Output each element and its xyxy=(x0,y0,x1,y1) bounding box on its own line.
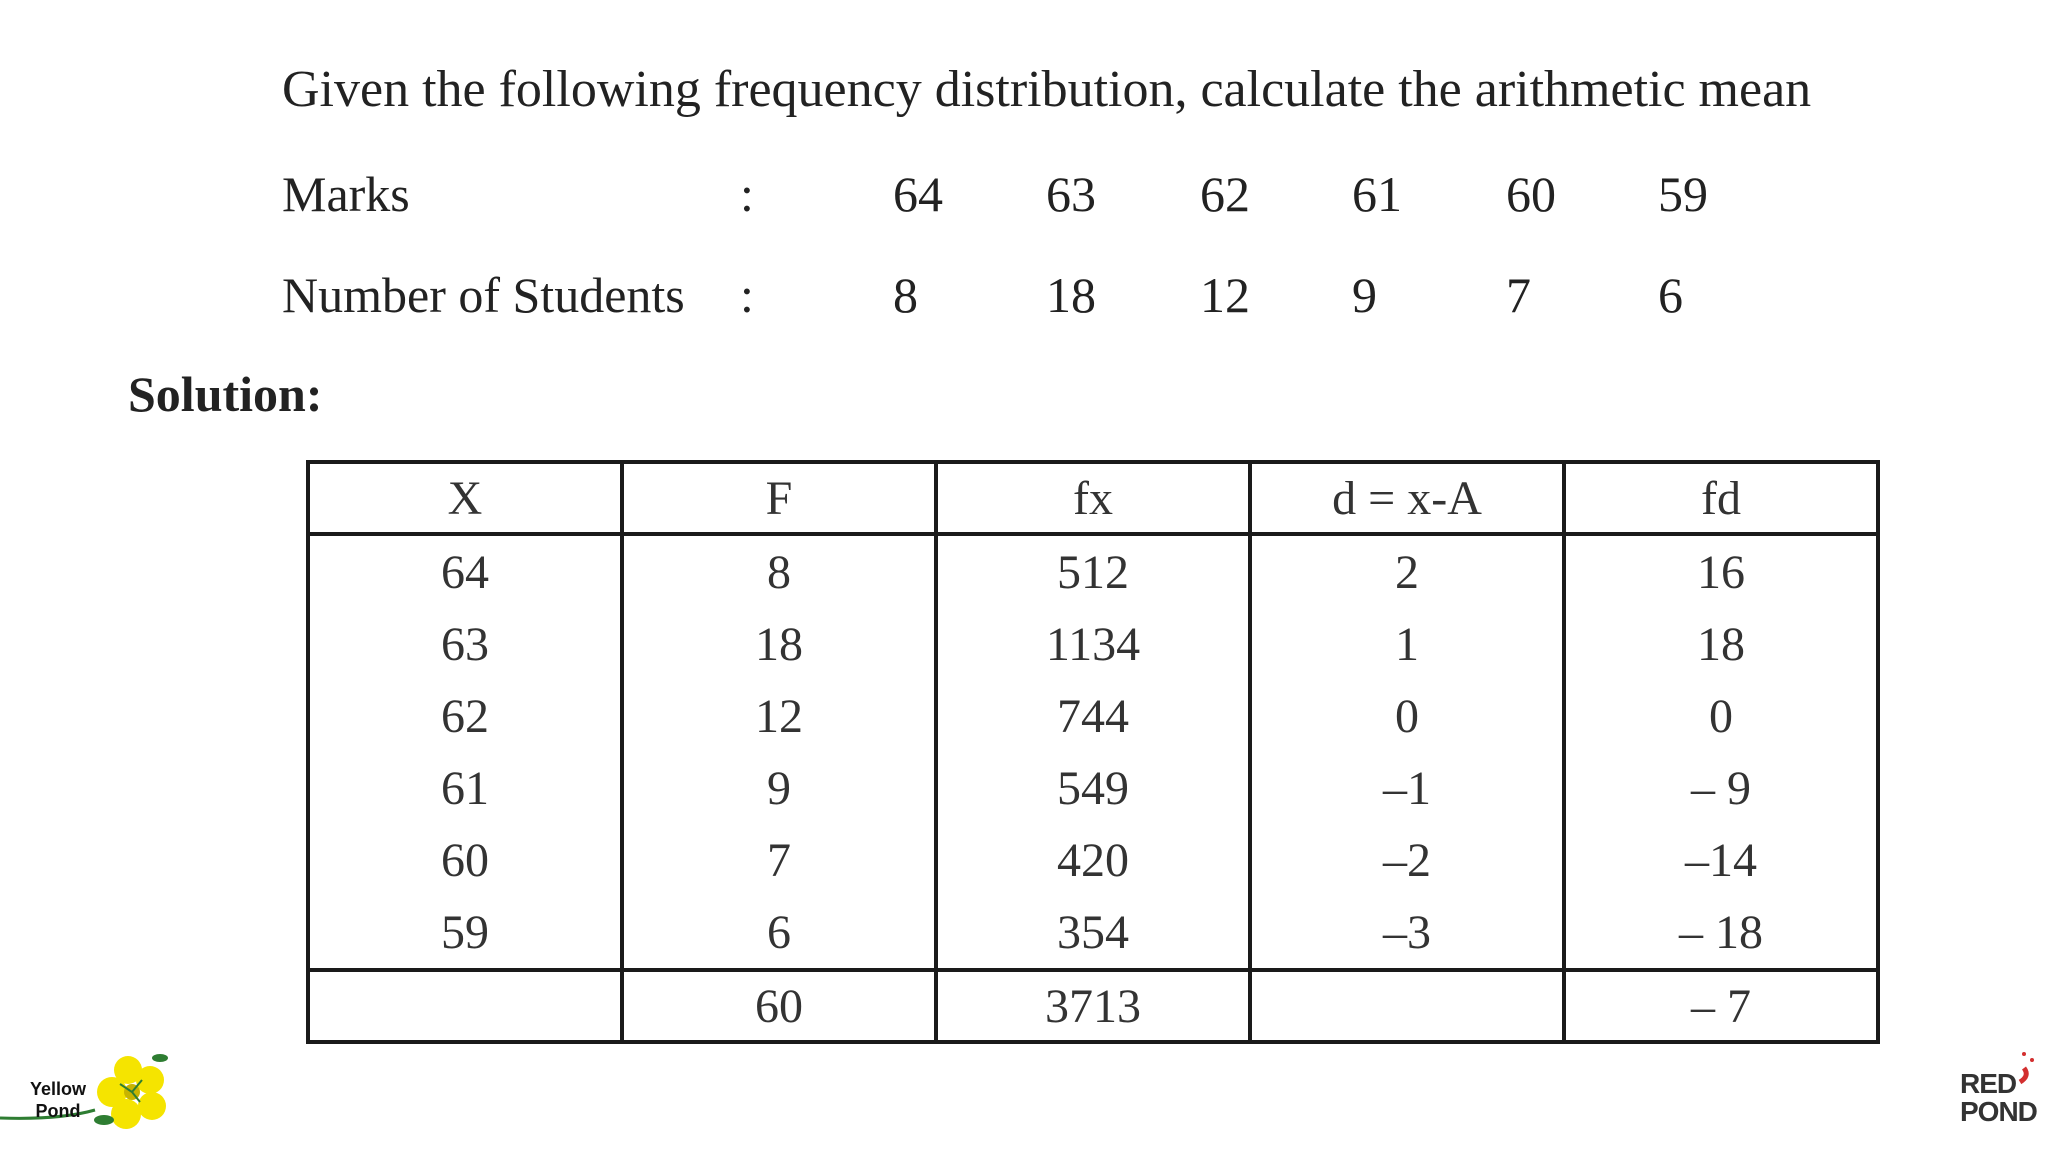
header-d: d = x-A xyxy=(1250,462,1564,534)
cell-fx: 549 xyxy=(936,752,1250,824)
table-row xyxy=(308,608,1878,680)
table-row xyxy=(308,752,1878,824)
header-fd: fd xyxy=(1564,462,1878,534)
total-x xyxy=(308,970,622,1042)
cell-d: –3 xyxy=(1250,896,1564,970)
marks-value: 63 xyxy=(1046,166,1096,222)
cell-f: 18 xyxy=(622,608,936,680)
marks-colon: : xyxy=(740,166,754,222)
cell-fx: 420 xyxy=(936,824,1250,896)
table-totals-row xyxy=(308,970,1878,1042)
total-d xyxy=(1250,970,1564,1042)
header-x: X xyxy=(308,462,622,534)
cell-x: 61 xyxy=(308,752,622,824)
table-row xyxy=(308,680,1878,752)
cell-x: 63 xyxy=(308,608,622,680)
cell-fd: 18 xyxy=(1564,608,1878,680)
cell-x: 64 xyxy=(308,534,622,608)
cell-f: 6 xyxy=(622,896,936,970)
students-value: 7 xyxy=(1506,267,1531,323)
cell-d: 0 xyxy=(1250,680,1564,752)
students-value: 12 xyxy=(1200,267,1250,323)
flower-icon xyxy=(0,1040,180,1150)
marks-value: 64 xyxy=(893,166,943,222)
cell-x-assumed-mean: 62 xyxy=(308,680,622,752)
cell-f: 12 xyxy=(622,680,936,752)
logo-line-yellow: Yellow xyxy=(30,1079,87,1099)
cell-f: 7 xyxy=(622,824,936,896)
solution-heading: Solution: xyxy=(128,366,323,422)
logo-line-red: RED xyxy=(1960,1068,2017,1099)
yellow-pond-logo xyxy=(0,1040,180,1150)
cell-x: 60 xyxy=(308,824,622,896)
cell-fx: 512 xyxy=(936,534,1250,608)
red-pond-logo xyxy=(1958,1050,2038,1130)
table-row xyxy=(308,534,1878,608)
students-value: 9 xyxy=(1352,267,1377,323)
marks-value: 59 xyxy=(1658,166,1708,222)
cell-fx: 744 xyxy=(936,680,1250,752)
cell-fd: – 9 xyxy=(1564,752,1878,824)
cell-fd: –14 xyxy=(1564,824,1878,896)
cell-fd: 16 xyxy=(1564,534,1878,608)
cell-x: 59 xyxy=(308,896,622,970)
marks-value: 60 xyxy=(1506,166,1556,222)
logo-line-pond: POND xyxy=(1960,1096,2037,1127)
total-f: 60 xyxy=(622,970,936,1042)
header-f: F xyxy=(622,462,936,534)
table-row xyxy=(308,896,1878,970)
cell-d: 2 xyxy=(1250,534,1564,608)
cell-d: –1 xyxy=(1250,752,1564,824)
question-text: Given the following frequency distribution, calculate the arithmetic mean xyxy=(282,61,1812,118)
students-value: 18 xyxy=(1046,267,1096,323)
cell-fx: 1134 xyxy=(936,608,1250,680)
cell-d: 1 xyxy=(1250,608,1564,680)
table-row xyxy=(308,824,1878,896)
logo-line-pond: Pond xyxy=(35,1101,81,1121)
students-label: Number of Students xyxy=(282,267,685,323)
solution-table xyxy=(306,460,1880,1044)
students-value: 6 xyxy=(1658,267,1683,323)
cell-f: 9 xyxy=(622,752,936,824)
total-fx: 3713 xyxy=(936,970,1250,1042)
total-fd: – 7 xyxy=(1564,970,1878,1042)
cell-fd: 0 xyxy=(1564,680,1878,752)
cell-fd: – 18 xyxy=(1564,896,1878,970)
header-fx: fx xyxy=(936,462,1250,534)
cell-d: –2 xyxy=(1250,824,1564,896)
marks-value: 62 xyxy=(1200,166,1250,222)
students-colon: : xyxy=(740,267,754,323)
cell-fx: 354 xyxy=(936,896,1250,970)
marks-value: 61 xyxy=(1352,166,1402,222)
cell-f: 8 xyxy=(622,534,936,608)
marks-label: Marks xyxy=(282,166,410,222)
table-header-row xyxy=(308,462,1878,534)
students-value: 8 xyxy=(893,267,918,323)
